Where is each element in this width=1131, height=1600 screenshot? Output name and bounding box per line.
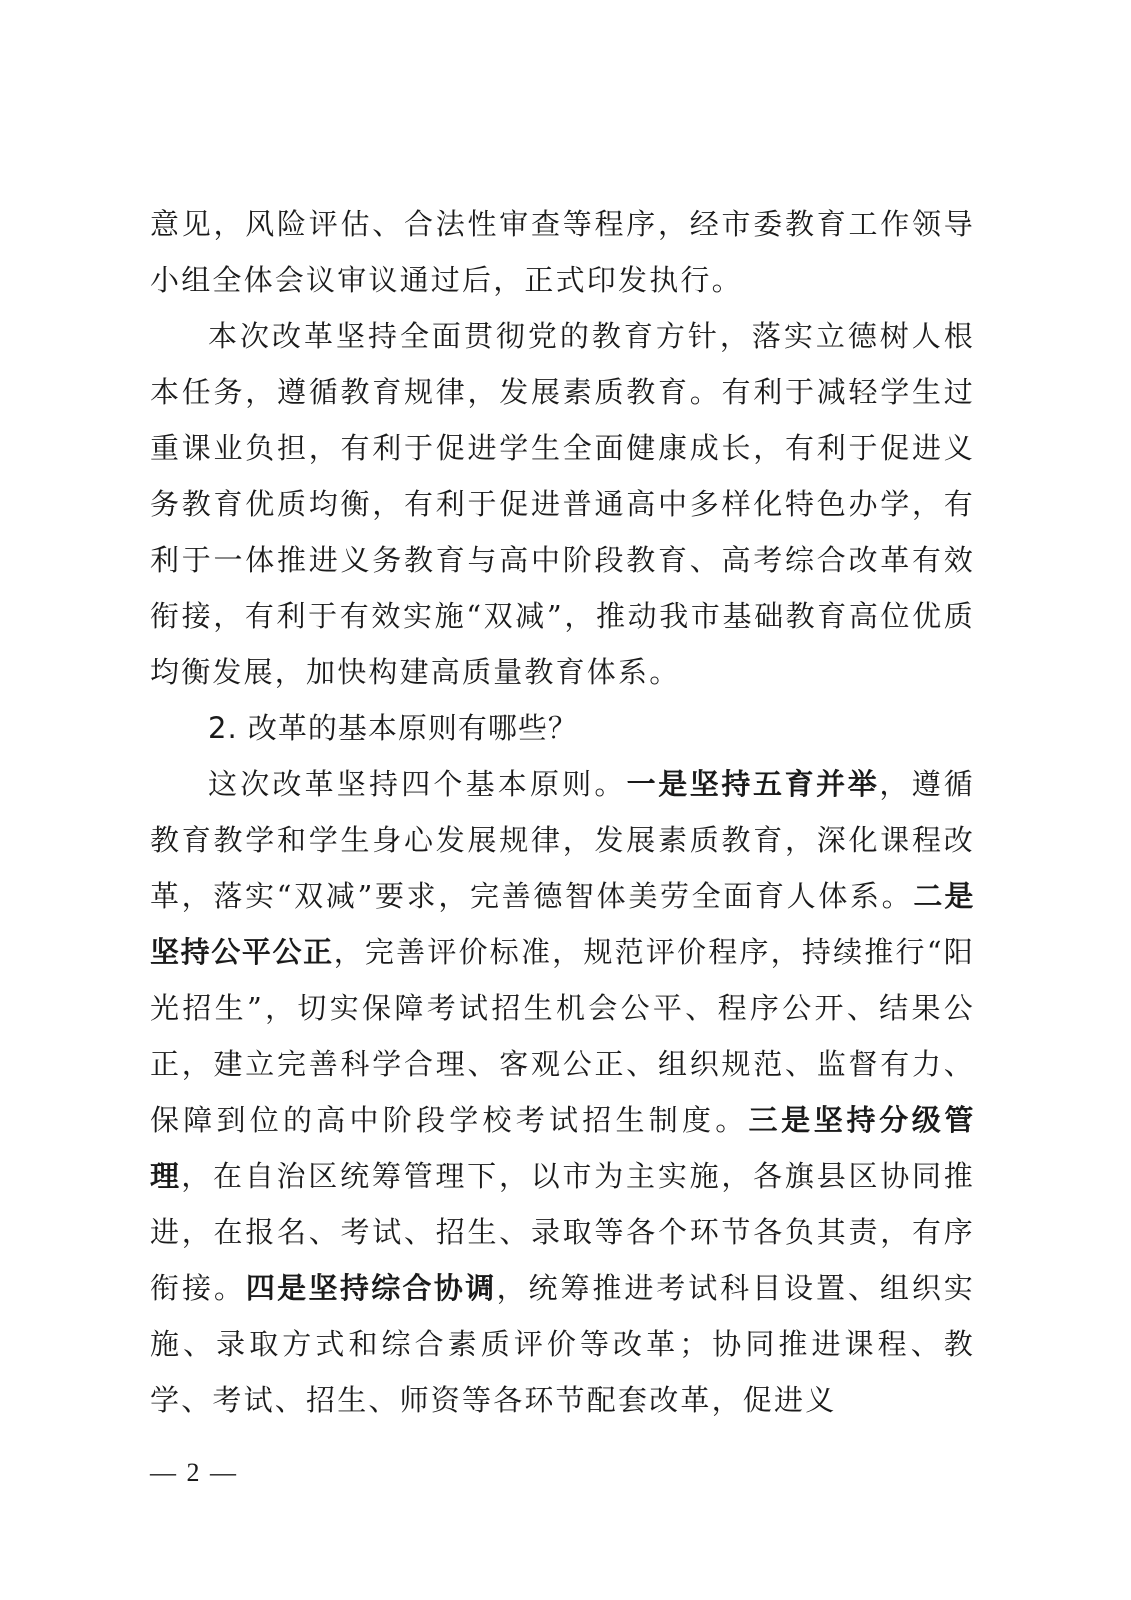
principles-intro: 这次改革坚持四个基本原则。 [208, 767, 627, 801]
page-number: — 2 — [150, 1458, 238, 1487]
paragraph-continuation: 意见，风险评估、合法性审查等程序，经市委教育工作领导小组全体会议审议通过后，正式印发执行。 [150, 207, 975, 297]
principle-4-title: 四是坚持综合协调 [245, 1271, 497, 1305]
principle-1-text: ，遵循教育教学和学生身心发展规律，发展素质教育，深化课程改革，落实“双减”要求，完善德智体美劳全面育人体系。 [150, 767, 975, 913]
document-body [150, 196, 975, 1428]
section-heading: 2. 改革的基本原则有哪些？ [208, 711, 578, 745]
paragraph-reform-purpose: 本次改革坚持全面贯彻党的教育方针，落实立德树人根本任务，遵循教育规律，发展素质教育。有利于减轻学生过重课业负担，有利于促进学生全面健康成长，有利于促进义务教育优质均衡，有利于促进普通高中多样化特色办学，有利于一体推进义务教育与高中阶段教育、高考综合改革有效衔接，有利于有效实施“双减”，推动我市基础教育高位优质均衡发展，加快构建高质量教育体系。 [150, 319, 975, 689]
principle-4-text: ，统筹推进考试科目设置、组织实施、录取方式和综合素质评价等改革；协同推进课程、教学、考试、招生、师资等各环节配套改革，促进义 [150, 1271, 975, 1417]
paragraph-principles [150, 756, 975, 1428]
principle-2-title: 二是坚持公平公正 [150, 879, 975, 969]
principle-2-text: ，完善评价标准，规范评价程序，持续推行“阳光招生”，切实保障考试招生机会公平、程序公开、结果公正，建立完善科学合理、客观公正、组织规范、监督有力、保障到位的高中阶段学校考试招生制度。 [150, 935, 975, 1137]
principle-1-title: 一是坚持五育并举 [626, 767, 880, 801]
principle-3-title: 三是坚持分级管理 [150, 1103, 975, 1193]
principle-3-text: ，在自治区统筹管理下，以市为主实施，各旗县区协同推进，在报名、考试、招生、录取等各个环节各负其责，有序衔接。 [150, 1159, 975, 1305]
